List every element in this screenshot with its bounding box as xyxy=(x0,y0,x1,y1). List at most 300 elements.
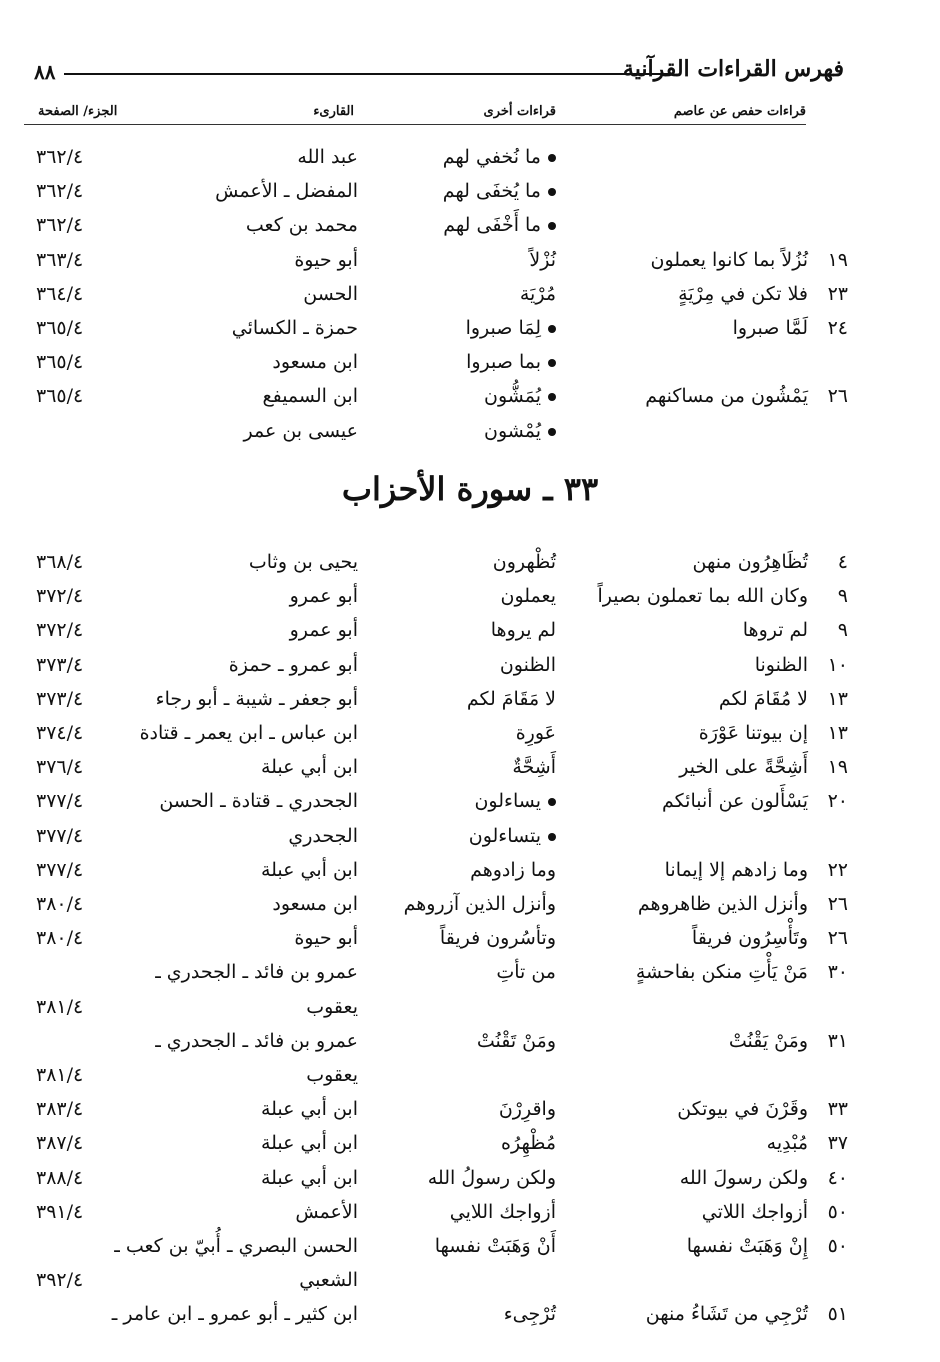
other-reading-text: يُمَشُّون xyxy=(484,385,541,408)
verse-number-text: ٣٣ xyxy=(827,1098,848,1121)
hafs-reading xyxy=(743,613,808,647)
volume-page-ref-text: ٣٦٢/٤ xyxy=(36,214,84,237)
other-reading-text: نُزْلاً xyxy=(529,248,556,271)
table-row xyxy=(0,379,940,413)
hafs-reading xyxy=(702,1195,808,1229)
hafs-reading xyxy=(679,750,808,784)
verse-number-text: ٢٦ xyxy=(827,893,848,915)
hafs-reading xyxy=(767,1126,808,1160)
reader-name-text: الأعمش xyxy=(295,1200,358,1223)
verse-number-text: ٢٦ xyxy=(827,927,848,950)
verse-number-text: ١٠ xyxy=(827,653,848,676)
page-number: ٨٨ xyxy=(34,60,56,84)
running-title: فهرس القراءات القرآنية xyxy=(622,56,844,82)
reader-name xyxy=(261,853,358,887)
verse-number-text: ٤٠ xyxy=(827,1166,848,1189)
reader-name-text: ابن مسعود xyxy=(272,893,358,915)
other-reading xyxy=(404,887,556,921)
verse-number xyxy=(816,1092,848,1126)
volume-page-ref-text: ٣٩١/٤ xyxy=(36,1200,84,1223)
header-rule xyxy=(64,73,674,75)
verse-number xyxy=(816,682,848,716)
verse-number-text: ٩ xyxy=(837,585,848,608)
column-header-hafs: قراءات حفص عن عاصم xyxy=(673,104,806,119)
table-row xyxy=(0,887,940,921)
table-row xyxy=(0,1058,940,1092)
hafs-reading xyxy=(678,277,808,311)
reader-name-text: يحيى بن وثاب xyxy=(248,551,358,573)
table-row xyxy=(0,682,940,716)
reader-name-text: حمزة ـ الكسائي xyxy=(231,317,358,339)
other-reading-text: ولكن رسولُ الله xyxy=(427,1166,556,1189)
other-reading-text: ما يُخفَى لهم xyxy=(442,180,541,203)
volume-page-ref-text: ٣٧٧/٤ xyxy=(36,824,84,847)
other-reading-text: لِمَا صبروا xyxy=(465,317,541,339)
volume-page-ref xyxy=(36,277,83,311)
hafs-reading-text: وكان الله بما تعملون بصيراً xyxy=(597,585,808,608)
volume-page-ref-text: ٣٨٧/٤ xyxy=(36,1132,84,1155)
reader-name xyxy=(155,1024,358,1058)
hafs-reading xyxy=(638,887,808,921)
reader-name-text: محمد بن كعب xyxy=(245,214,358,237)
volume-page-ref-text: ٣٦٥/٤ xyxy=(36,317,84,339)
verse-number xyxy=(816,1195,848,1229)
reader-name-text: أبو عمرو xyxy=(289,585,358,608)
reader-name xyxy=(159,784,358,818)
volume-page-ref xyxy=(36,1161,83,1195)
column-header-rule xyxy=(24,124,806,125)
reader-name-text: ابن السميفع xyxy=(262,385,358,408)
volume-page-ref xyxy=(36,1263,83,1297)
volume-page-ref xyxy=(36,243,83,277)
verse-number-text: ٢٠ xyxy=(827,790,848,813)
volume-page-ref xyxy=(36,379,83,413)
column-header-reader: القارىء xyxy=(313,104,354,119)
reader-name-text: ابن أبي عبلة xyxy=(260,858,358,881)
other-reading xyxy=(504,1297,556,1331)
table-row xyxy=(0,579,940,613)
hafs-reading xyxy=(650,243,808,277)
reader-name xyxy=(303,277,358,311)
other-reading-text: تُرْجِىء xyxy=(503,1303,556,1326)
other-reading xyxy=(501,1126,556,1160)
other-reading-text: ما نُخفي لهم xyxy=(442,146,541,168)
hafs-reading-text: ومَنْ يَقْنُتْ xyxy=(728,1029,808,1052)
reader-name xyxy=(306,990,358,1024)
table-row xyxy=(0,1263,940,1297)
verse-number xyxy=(816,955,848,989)
hafs-reading-text: تُرْجِي من تَشَاءُ منهن xyxy=(645,1303,808,1326)
verse-number xyxy=(816,579,848,613)
verse-number xyxy=(816,1024,848,1058)
table-row xyxy=(0,311,940,345)
volume-page-ref xyxy=(36,682,83,716)
bullet-icon xyxy=(548,833,556,841)
table-row xyxy=(0,277,940,311)
hafs-reading xyxy=(680,1161,808,1195)
hafs-reading-text: وقَرْنَ في بيوتكن xyxy=(677,1098,808,1121)
verse-number xyxy=(816,545,848,579)
table-row xyxy=(0,648,940,682)
volume-page-ref xyxy=(36,174,83,208)
volume-page-ref-text: ٣٧٢/٤ xyxy=(36,619,84,642)
other-reading-text: تُظْهرون xyxy=(492,551,556,573)
reader-name-text: الحسن البصري ـ أُبيّ بن كعب ـ xyxy=(114,1235,358,1257)
table-row xyxy=(0,414,940,448)
hafs-reading-text: أَشِحَّةً على الخير xyxy=(679,756,808,779)
hafs-reading xyxy=(598,579,808,613)
volume-page-ref-text: ٣٧٧/٤ xyxy=(36,858,84,881)
hafs-reading-text: نُزُلاً بما كانوا يعملون xyxy=(650,248,808,271)
volume-page-ref-text: ٣٧٧/٤ xyxy=(36,790,84,813)
verse-number xyxy=(816,379,848,413)
hafs-reading-text: أزواجك اللاتي xyxy=(701,1200,808,1223)
reader-name-text: الشعبي xyxy=(299,1269,358,1292)
other-reading xyxy=(443,174,556,208)
other-reading-text: أزواجك اللايي xyxy=(449,1200,556,1223)
reader-name-text: يعقوب xyxy=(306,1064,358,1086)
table-row xyxy=(0,784,940,818)
hafs-reading-text: يَمْشُون من مساكنهم xyxy=(645,385,808,408)
other-reading xyxy=(491,613,556,647)
other-reading xyxy=(428,1161,556,1195)
volume-page-ref-text: ٣٦٢/٤ xyxy=(36,146,84,168)
other-reading-text: بما صبروا xyxy=(466,351,541,374)
hafs-reading xyxy=(733,311,808,345)
verse-number xyxy=(816,1161,848,1195)
surah-title: ٣٣ ـ سورة الأحزاب xyxy=(341,470,599,508)
verse-number-text: ٣٠ xyxy=(827,961,848,984)
reader-name xyxy=(112,1297,358,1331)
verse-number-text: ١٩ xyxy=(827,756,848,779)
reader-name-text: ابن كثير ـ أبو عمرو ـ ابن عامر ـ xyxy=(111,1303,358,1326)
verse-number xyxy=(816,311,848,345)
bullet-icon xyxy=(548,393,556,401)
reader-name xyxy=(155,955,358,989)
volume-page-ref xyxy=(36,1058,83,1092)
table-row xyxy=(0,819,940,853)
volume-page-ref-text: ٣٦٣/٤ xyxy=(36,248,84,271)
reader-name-text: الجحدري ـ قتادة ـ الحسن xyxy=(159,790,358,813)
other-reading xyxy=(493,545,556,579)
hafs-reading xyxy=(645,379,808,413)
table-row xyxy=(0,613,940,647)
table-row xyxy=(0,990,940,1024)
verse-number xyxy=(816,277,848,311)
hafs-reading xyxy=(729,1024,808,1058)
reader-name xyxy=(229,648,358,682)
verse-number-text: ٤ xyxy=(837,551,848,573)
reader-name xyxy=(295,1195,358,1229)
hafs-reading xyxy=(755,648,808,682)
reader-name-text: أبو عمرو xyxy=(289,619,358,642)
verse-number-text: ٥٠ xyxy=(827,1235,848,1257)
reader-name xyxy=(294,921,358,955)
reader-name xyxy=(299,1263,358,1297)
reader-name-text: ابن أبي عبلة xyxy=(260,756,358,779)
reader-name xyxy=(272,345,358,379)
table-row xyxy=(0,545,940,579)
reader-name-text: الحسن xyxy=(303,282,358,305)
other-reading-text: يُمْشون xyxy=(484,419,541,442)
verse-number xyxy=(816,1229,848,1263)
other-reading-text: عَورِة xyxy=(515,722,556,744)
other-reading xyxy=(469,819,556,853)
bullet-icon xyxy=(548,154,556,162)
verse-number xyxy=(816,853,848,887)
reader-name-text: ابن أبي عبلة xyxy=(260,1098,358,1121)
verse-number-text: ٥١ xyxy=(827,1303,848,1326)
reader-name xyxy=(297,140,358,174)
other-reading xyxy=(516,716,556,750)
hafs-reading xyxy=(646,1297,808,1331)
other-reading xyxy=(496,955,556,989)
other-reading-text: يعملون xyxy=(500,585,556,608)
hafs-reading xyxy=(692,921,808,955)
reader-name-text: ابن أبي عبلة xyxy=(260,1132,358,1155)
volume-page-ref-text: ٣٧٤/٤ xyxy=(36,722,84,744)
volume-page-ref-text: ٣٦٥/٤ xyxy=(36,385,84,408)
volume-page-ref xyxy=(36,921,83,955)
other-reading-text: يساءلون xyxy=(474,790,541,813)
volume-page-ref-text: ٣٦٢/٤ xyxy=(36,180,84,203)
table-row xyxy=(0,1195,940,1229)
volume-page-ref xyxy=(36,579,83,613)
volume-page-ref xyxy=(36,208,83,242)
reader-name-text: عمرو بن فائد ـ الجحدري ـ xyxy=(155,1029,358,1052)
reader-name xyxy=(215,174,358,208)
table-row xyxy=(0,1092,940,1126)
hafs-reading xyxy=(693,545,808,579)
other-reading xyxy=(477,1024,556,1058)
hafs-reading xyxy=(687,1229,808,1263)
reader-name-text: المفضل ـ الأعمش xyxy=(215,180,358,203)
other-reading-text: لم يروها xyxy=(490,619,556,642)
other-reading xyxy=(467,682,556,716)
volume-page-ref-text: ٣٧٦/٤ xyxy=(36,756,84,779)
bullet-icon xyxy=(548,359,556,367)
reader-name xyxy=(290,579,358,613)
volume-page-ref-text: ٣٦٨/٤ xyxy=(36,551,84,573)
verse-number xyxy=(816,887,848,921)
column-header-ref: الجزء/ الصفحة xyxy=(38,104,118,119)
reader-name xyxy=(288,819,358,853)
table-row xyxy=(0,174,940,208)
volume-page-ref-text: ٣٦٥/٤ xyxy=(36,351,84,374)
reader-name xyxy=(246,208,358,242)
table-row xyxy=(0,1024,940,1058)
hafs-reading-text: مَنْ يَأْتِ منكن بفاحشةٍ xyxy=(635,961,808,984)
hafs-reading-text: مُبْدِيه xyxy=(766,1132,808,1155)
table-row xyxy=(0,1229,940,1263)
verse-number xyxy=(816,613,848,647)
hafs-reading-text: إِنْ وَهَبَتْ نفسها xyxy=(686,1235,808,1257)
other-reading-text: لا مَقَامَ لكم xyxy=(466,687,556,710)
table-row xyxy=(0,140,940,174)
volume-page-ref-text: ٣٩٢/٤ xyxy=(36,1269,84,1292)
volume-page-ref xyxy=(36,311,83,345)
verse-number xyxy=(816,243,848,277)
volume-page-ref xyxy=(36,648,83,682)
volume-page-ref-text: ٣٨١/٤ xyxy=(36,995,84,1018)
other-reading xyxy=(529,243,556,277)
reader-name xyxy=(272,887,358,921)
other-reading-text: مُرْيَة xyxy=(519,282,556,305)
reader-name xyxy=(140,716,358,750)
hafs-reading-text: وتَأْسِرُون فريقاً xyxy=(691,927,808,950)
other-reading xyxy=(501,579,557,613)
reader-name-text: الجحدري xyxy=(288,824,358,847)
hafs-reading-text: فلا تكن في مِرْيَةٍ xyxy=(678,282,808,305)
other-reading xyxy=(470,853,556,887)
volume-page-ref xyxy=(36,716,83,750)
bullet-icon xyxy=(548,188,556,196)
reader-name-text: ابن أبي عبلة xyxy=(260,1166,358,1189)
reader-name xyxy=(262,379,358,413)
verse-number-text: ٣٧ xyxy=(827,1132,848,1155)
other-reading xyxy=(466,345,556,379)
reader-name-text: أبو حيوة xyxy=(294,927,358,950)
verse-number xyxy=(816,784,848,818)
volume-page-ref xyxy=(36,545,83,579)
verse-number-text: ٢٦ xyxy=(827,385,848,408)
other-reading-text: وما زادوهم xyxy=(470,858,556,881)
volume-page-ref xyxy=(36,1092,83,1126)
other-reading xyxy=(450,1195,556,1229)
other-reading xyxy=(499,1092,556,1126)
reader-name xyxy=(306,1058,358,1092)
hafs-reading-text: إن بيوتنا عَوْرَة xyxy=(698,722,808,744)
verse-number-text: ١٩ xyxy=(827,248,848,271)
volume-page-ref xyxy=(36,613,83,647)
other-reading-text: يتساءلون xyxy=(468,824,541,847)
other-reading-text: أَشِحَّةٌ xyxy=(512,756,556,779)
hafs-reading-text: الظنونا xyxy=(754,653,808,676)
other-reading-text: مُظْهِرُه xyxy=(501,1132,556,1155)
verse-number-text: ٩ xyxy=(837,619,848,642)
hafs-reading xyxy=(677,1092,808,1126)
other-reading xyxy=(443,140,556,174)
verse-number xyxy=(816,1126,848,1160)
reader-name xyxy=(261,1126,358,1160)
reader-name-text: عيسى بن عمر xyxy=(243,419,358,442)
other-reading xyxy=(440,921,556,955)
reader-name xyxy=(290,613,358,647)
other-reading-text: من تأتِ xyxy=(496,961,556,984)
reader-name xyxy=(244,414,359,448)
verse-number-text: ٢٣ xyxy=(827,282,848,305)
bullet-icon xyxy=(548,325,556,333)
volume-page-ref-text: ٣٨١/٤ xyxy=(36,1064,84,1086)
table-row xyxy=(0,1297,940,1331)
column-header-other: قراءات أخرى xyxy=(483,104,556,119)
other-reading xyxy=(512,750,556,784)
other-reading-text: واقرِرْنَ xyxy=(498,1098,556,1121)
hafs-reading xyxy=(699,716,808,750)
reader-name-text: أبو حيوة xyxy=(294,248,358,271)
volume-page-ref xyxy=(36,990,83,1024)
hafs-reading-text: يَسْأَلون عن أنبائكم xyxy=(662,790,808,813)
other-reading xyxy=(474,784,556,818)
volume-page-ref-text: ٣٨٠/٤ xyxy=(36,893,84,915)
other-reading xyxy=(484,414,556,448)
volume-page-ref xyxy=(36,819,83,853)
verse-number xyxy=(816,921,848,955)
verse-number-text: ٣١ xyxy=(827,1029,848,1052)
hafs-reading xyxy=(719,682,808,716)
hafs-reading-text: ولكن رسولَ الله xyxy=(679,1166,808,1189)
other-reading-text: ومَنْ تَقْنُتْ xyxy=(476,1029,556,1052)
verse-number-text: ٥٠ xyxy=(827,1200,848,1223)
volume-page-ref-text: ٣٦٤/٤ xyxy=(36,282,84,305)
reader-name xyxy=(114,1229,358,1263)
reader-name-text: ابن عباس ـ ابن يعمر ـ قتادة xyxy=(139,722,358,744)
reader-name-text: عبد الله xyxy=(297,146,358,168)
reader-name xyxy=(232,311,358,345)
other-reading xyxy=(500,648,556,682)
bullet-icon xyxy=(548,428,556,436)
hafs-reading xyxy=(636,955,808,989)
other-reading-text: وأنزل الذين آزروهم xyxy=(403,893,556,915)
other-reading xyxy=(484,379,556,413)
volume-page-ref-text: ٣٧٢/٤ xyxy=(36,585,84,608)
volume-page-ref-text: ٣٨٣/٤ xyxy=(36,1098,84,1121)
volume-page-ref xyxy=(36,853,83,887)
hafs-reading xyxy=(662,784,808,818)
volume-page-ref xyxy=(36,887,83,921)
reader-name-text: عمرو بن فائد ـ الجحدري ـ xyxy=(155,961,358,984)
reader-name xyxy=(249,545,358,579)
reader-name xyxy=(261,750,358,784)
other-reading-text: ما أَخْفَى لهم xyxy=(443,214,541,237)
reader-name-text: ابن مسعود xyxy=(272,351,358,374)
hafs-reading-text: وما زادهم إلا إيمانا xyxy=(664,858,808,881)
bullet-icon xyxy=(548,222,556,230)
verse-number-text: ٢٤ xyxy=(827,317,848,339)
reader-name-text: يعقوب xyxy=(306,995,358,1018)
table-row xyxy=(0,955,940,989)
table-row xyxy=(0,853,940,887)
volume-page-ref xyxy=(36,1195,83,1229)
other-reading xyxy=(443,208,556,242)
other-reading xyxy=(435,1229,556,1263)
reader-name-text: أبو جعفر ـ شيبة ـ أبو رجاء xyxy=(155,687,358,710)
verse-number xyxy=(816,716,848,750)
table-row xyxy=(0,243,940,277)
reader-name xyxy=(261,1161,358,1195)
volume-page-ref-text: ٣٧٣/٤ xyxy=(36,653,84,676)
volume-page-ref xyxy=(36,345,83,379)
table-row xyxy=(0,1161,940,1195)
table-row xyxy=(0,750,940,784)
table-row xyxy=(0,716,940,750)
reader-name-text: أبو عمرو ـ حمزة xyxy=(228,653,358,676)
hafs-reading-text: لم تروها xyxy=(742,619,808,642)
other-reading-text: وتأسُرون فريقاً xyxy=(439,927,556,950)
verse-number-text: ٢٢ xyxy=(827,858,848,881)
hafs-reading xyxy=(665,853,808,887)
volume-page-ref-text: ٣٨٠/٤ xyxy=(36,927,84,950)
hafs-reading-text: وأنزل الذين ظاهروهم xyxy=(637,893,808,915)
table-row xyxy=(0,921,940,955)
other-reading xyxy=(520,277,556,311)
verse-number xyxy=(816,1297,848,1331)
volume-page-ref xyxy=(36,1126,83,1160)
bullet-icon xyxy=(548,798,556,806)
table-row xyxy=(0,208,940,242)
volume-page-ref xyxy=(36,750,83,784)
table-row xyxy=(0,345,940,379)
